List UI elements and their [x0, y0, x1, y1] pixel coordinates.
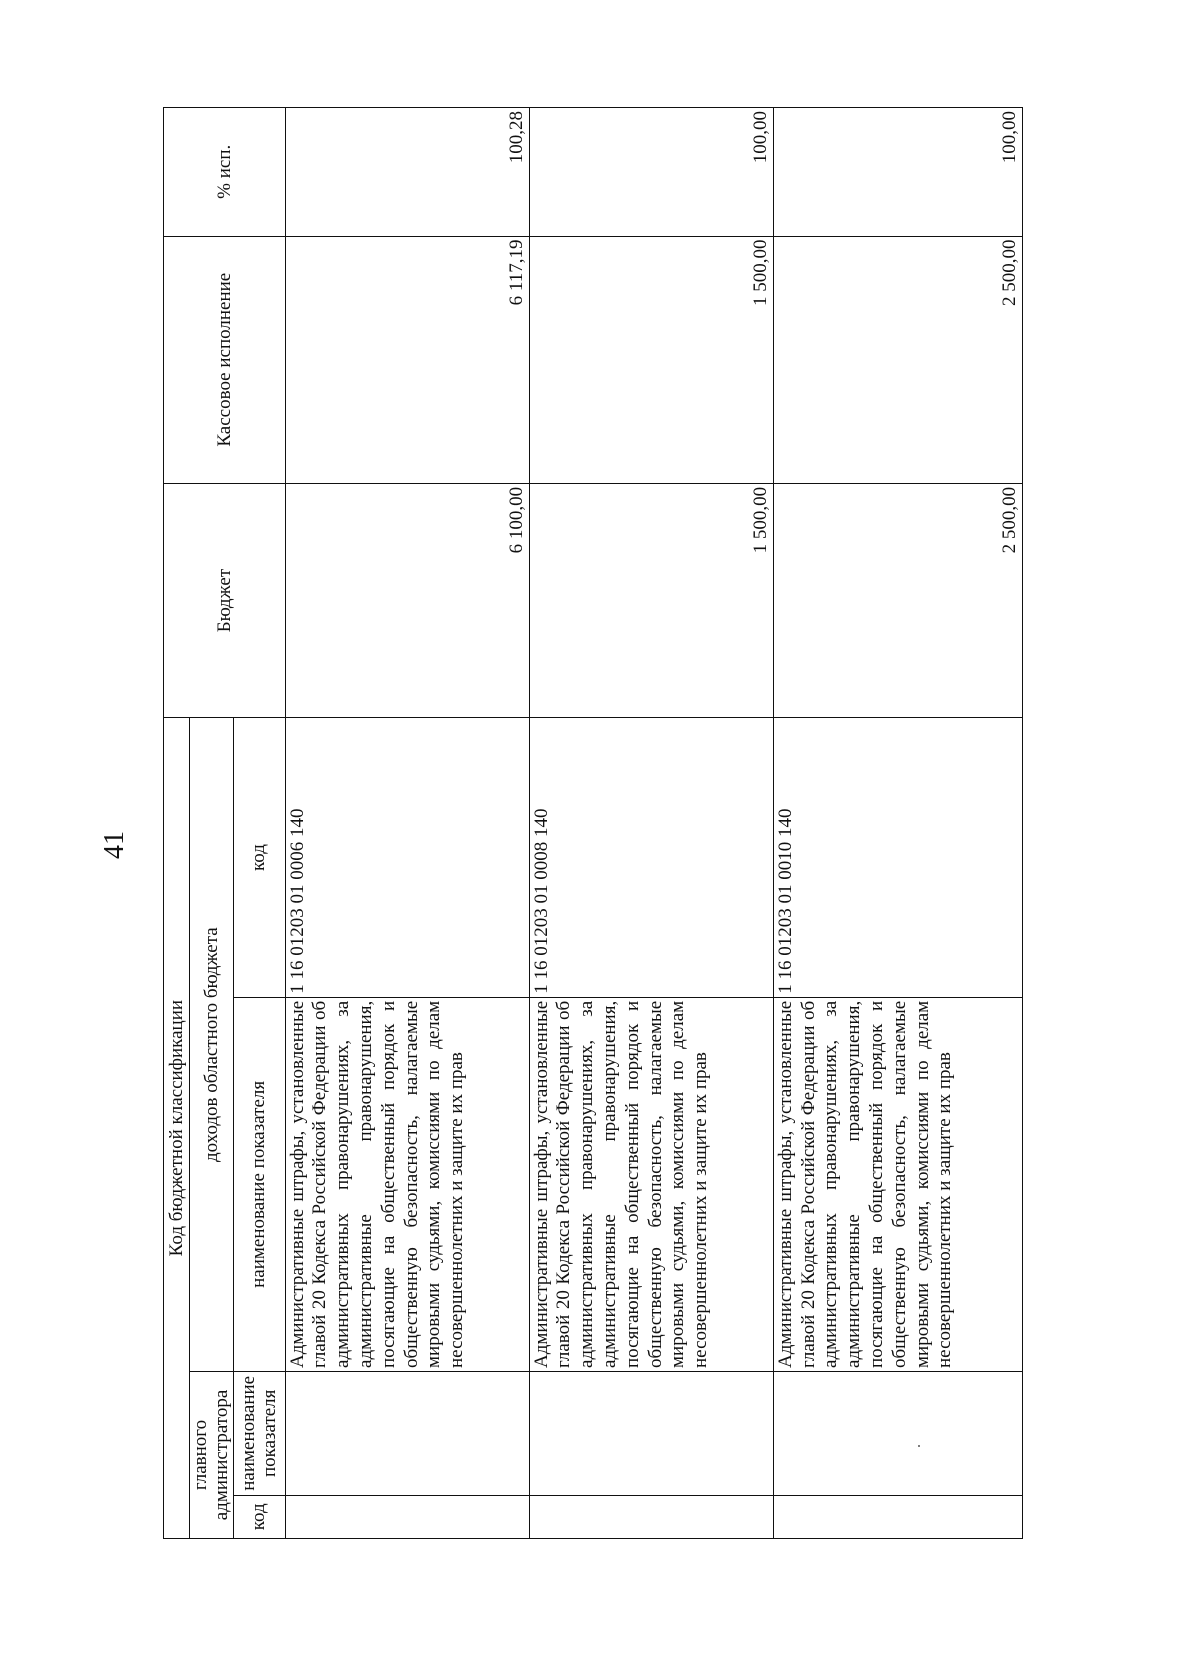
cell-indicator-name: Административные штрафы, установленные главой 20 Кодекса Российской Федерации об административных правонарушениях, за административные правонарушения, посягающие на общественный порядок и общественную безопасность, налагаемые мировыми судьями, комиссиями по делам несовершеннолетних и защите их прав [285, 997, 529, 1371]
cell-cash-execution: 1 500,00 [529, 236, 773, 483]
header-cash-execution: Кассовое исполнение [164, 236, 286, 483]
cell-admin-name [529, 1371, 773, 1495]
cell-cash-execution: 2 500,00 [773, 236, 1022, 483]
budget-execution-table [163, 107, 1023, 1539]
cell-revenue-code: 1 16 01203 01 0008 140 [529, 718, 773, 997]
cell-admin-code [773, 1495, 1022, 1538]
table-row [529, 108, 773, 1539]
page-number [95, 815, 135, 875]
header-admin-code: код [233, 1495, 285, 1538]
cell-admin-code [285, 1495, 529, 1538]
budget-table-container [163, 107, 1023, 1539]
cell-indicator-name: Административные штрафы, установленные главой 20 Кодекса Российской Федерации об административных правонарушениях, за административные правонарушения, посягающие на общественный порядок и общественную безопасность, налагаемые мировыми судьями, комиссиями по делам несовершеннолетних и защите их прав [529, 997, 773, 1371]
cell-percent: 100,00 [529, 108, 773, 237]
cell-percent: 100,00 [773, 108, 1022, 237]
cell-budget: 2 500,00 [773, 483, 1022, 717]
header-admin-indicator-name: наименование показателя [233, 1371, 285, 1495]
header-revenue-code: код [233, 718, 285, 997]
table-row [285, 108, 529, 1539]
cell-admin-name [285, 1371, 529, 1495]
table-row [773, 108, 1022, 1539]
cell-admin-code [529, 1495, 773, 1538]
header-budget: Бюджет [164, 483, 286, 717]
header-regional-revenue: доходов областного бюджета [190, 718, 234, 1372]
cell-revenue-code: 1 16 01203 01 0010 140 [773, 718, 1022, 997]
header-indicator-name: наименование показателя [233, 997, 285, 1371]
scan-speck [918, 1445, 920, 1447]
page-number-text: 41 [99, 831, 130, 859]
header-main-administrator: главного администратора [190, 1371, 234, 1538]
cell-cash-execution: 6 117,19 [285, 236, 529, 483]
cell-budget: 1 500,00 [529, 483, 773, 717]
cell-indicator-name: Административные штрафы, установленные главой 20 Кодекса Российской Федерации об административных правонарушениях, за административные правонарушения, посягающие на общественный порядок и общественную безопасность, налагаемые мировыми судьями, комиссиями по делам несовершеннолетних и защите их прав [773, 997, 1022, 1371]
header-classification-code: Код бюджетной классификации [164, 718, 190, 1539]
header-percent: % исп. [164, 108, 286, 237]
cell-admin-name [773, 1371, 1022, 1495]
cell-budget: 6 100,00 [285, 483, 529, 717]
cell-revenue-code: 1 16 01203 01 0006 140 [285, 718, 529, 997]
cell-percent: 100,28 [285, 108, 529, 237]
